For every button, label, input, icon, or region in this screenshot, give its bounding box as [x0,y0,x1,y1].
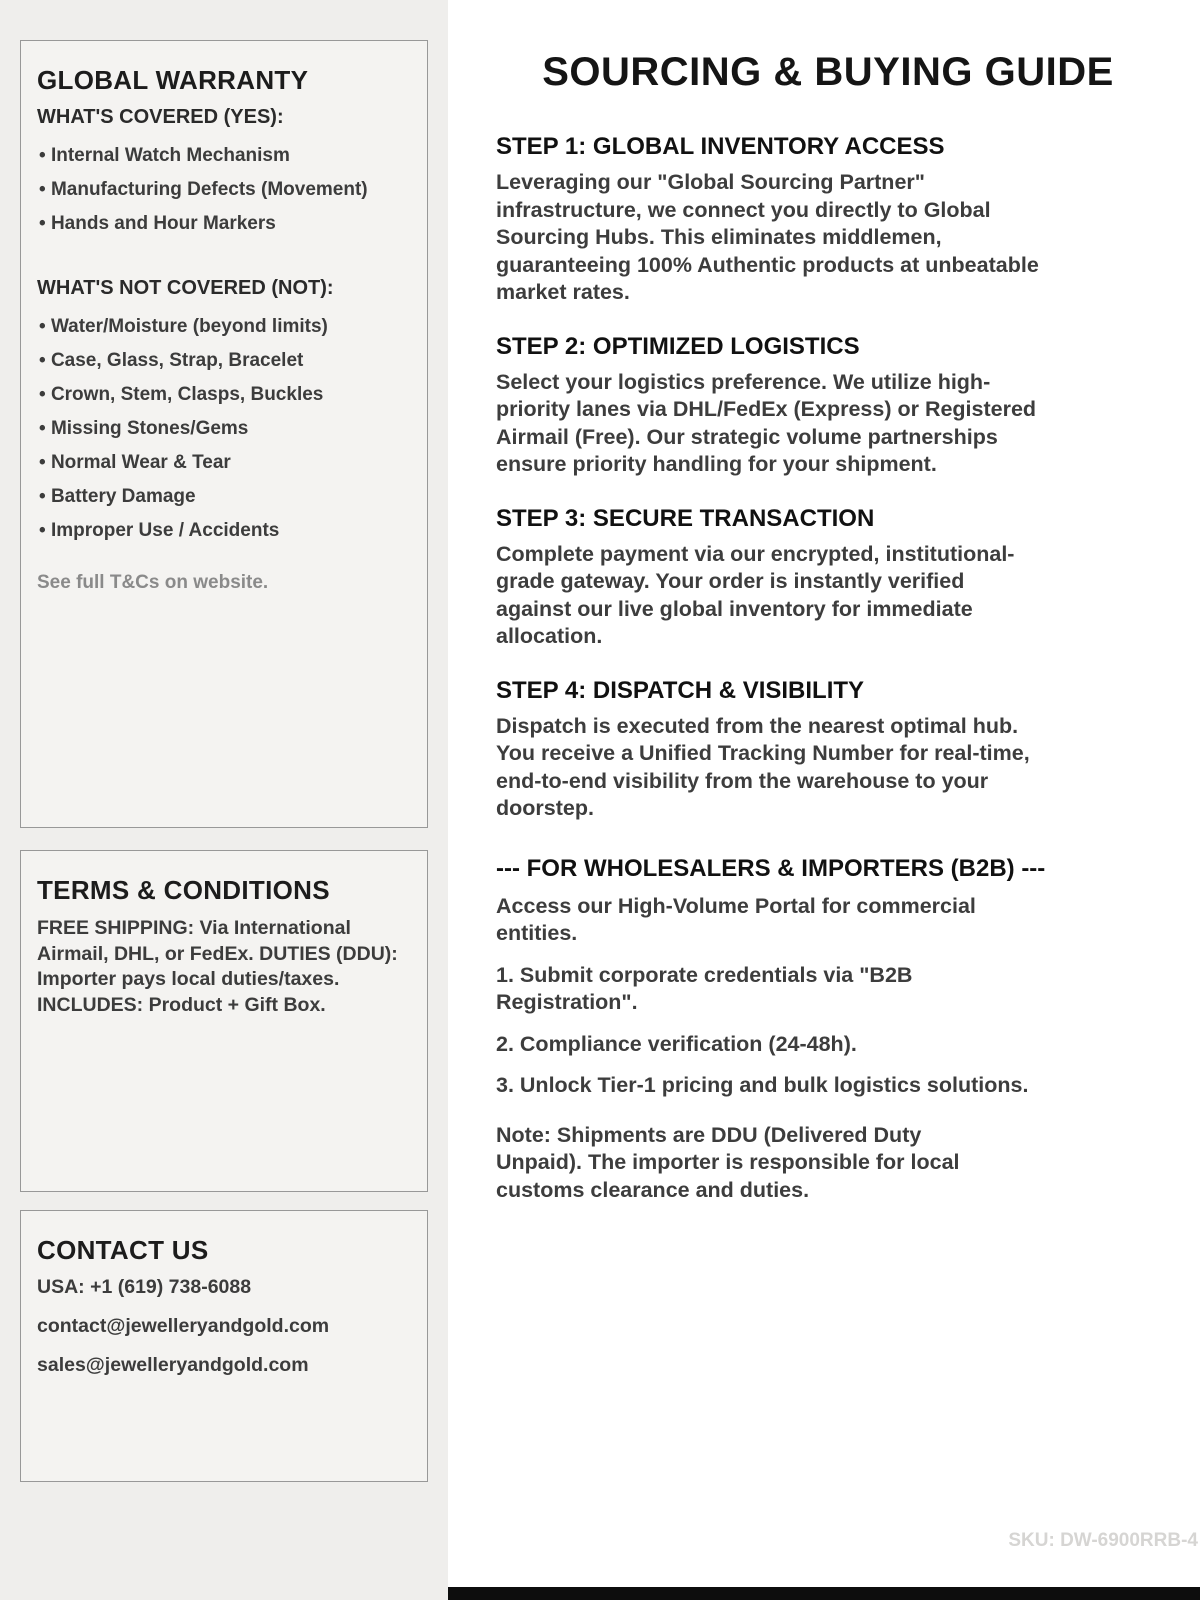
terms-panel [20,850,428,1192]
b2b-item-3: 3. Unlock Tier-1 pricing and bulk logistics solutions. [496,1073,1029,1097]
sidebar [0,0,448,1600]
not-covered-item: • Case, Glass, Strap, Bracelet [37,344,411,378]
terms-title: TERMS & CONDITIONS [37,875,330,905]
contact-email-sales: sales@jewelleryandgold.com [37,1354,309,1376]
contact-phone: USA: +1 (619) 738-6088 [37,1276,252,1298]
not-covered-item: • Crown, Stem, Clasps, Buckles [37,378,411,412]
not-covered-title: WHAT'S NOT COVERED (NOT): [37,277,334,299]
step-3-body: Complete payment via our encrypted, institutional-grade gateway. Your order is instantly verified against our live global inventory for immediate allocation. [496,541,1015,648]
b2b-intro: Access our High-Volume Portal for commercial entities. [496,893,976,945]
warranty-title: GLOBAL WARRANTY [37,65,309,95]
spacer [37,241,411,267]
b2b-item-1: 1. Submit corporate credentials via "B2B Registration". [496,962,913,1014]
step-4-body: Dispatch is executed from the nearest optimal hub. You receive a Unified Tracking Number for real-time, end-to-end visibility from the warehouse to your doorstep. [496,713,1030,820]
not-covered-item: • Water/Moisture (beyond limits) [37,310,411,344]
sku-label: SKU: DW-6900RRB-4 [1008,1530,1198,1551]
contact-title: CONTACT US [37,1235,209,1265]
step-3 [496,505,1160,651]
warranty-panel [20,40,428,828]
terms-body: FREE SHIPPING: Via International Airmail, DHL, or FedEx. DUTIES (DDU): Importer pays local duties/taxes. INCLUDES: Product + Gift Box. [37,917,398,1016]
bottom-bar [448,1587,1200,1600]
main-content [448,0,1200,1600]
step-4 [496,677,1160,823]
contact-panel [20,1210,428,1482]
covered-item: • Manufacturing Defects (Movement) [37,173,411,207]
not-covered-list [37,310,411,548]
not-covered-item: • Missing Stones/Gems [37,412,411,446]
covered-item: • Hands and Hour Markers [37,207,411,241]
step-2 [496,333,1160,479]
covered-item: • Internal Watch Mechanism [37,139,411,173]
contact-email-primary: contact@jewelleryandgold.com [37,1315,330,1337]
covered-list [37,139,411,241]
step-1-body: Leveraging our "Global Sourcing Partner" infrastructure, we connect you directly to Global Sourcing Hubs. This eliminates middlemen, guaranteeing 100% Authentic products at unbeatable market rates. [496,170,1039,304]
step-4-heading: STEP 4: DISPATCH & VISIBILITY [496,676,865,704]
step-1-heading: STEP 1: GLOBAL INVENTORY ACCESS [496,133,945,160]
warranty-footnote: See full T&Cs on website. [37,572,269,593]
not-covered-item: • Battery Damage [37,480,411,514]
b2b-item-2: 2. Compliance verification (24-48h). [496,1031,857,1056]
page-title: SOURCING & BUYING GUIDE [542,50,1114,94]
covered-title: WHAT'S COVERED (YES): [37,106,284,128]
b2b-note: Note: Shipments are DDU (Delivered Duty Unpaid). The importer is responsible for local customs clearance and duties. [496,1122,960,1202]
b2b-heading: --- FOR WHOLESALERS & IMPORTERS (B2B) --- [496,854,1046,882]
step-1 [496,133,1160,307]
step-3-heading: STEP 3: SECURE TRANSACTION [496,504,875,532]
step-2-body: Select your logistics preference. We utilize high-priority lanes via DHL/FedEx (Express) or Registered Airmail (Free). Our strategic volume partnerships ensure priority handling for your shipment. [496,369,1037,476]
not-covered-item: • Improper Use / Accidents [37,514,411,548]
step-2-heading: STEP 2: OPTIMIZED LOGISTICS [496,332,860,360]
not-covered-item: • Normal Wear & Tear [37,446,411,480]
